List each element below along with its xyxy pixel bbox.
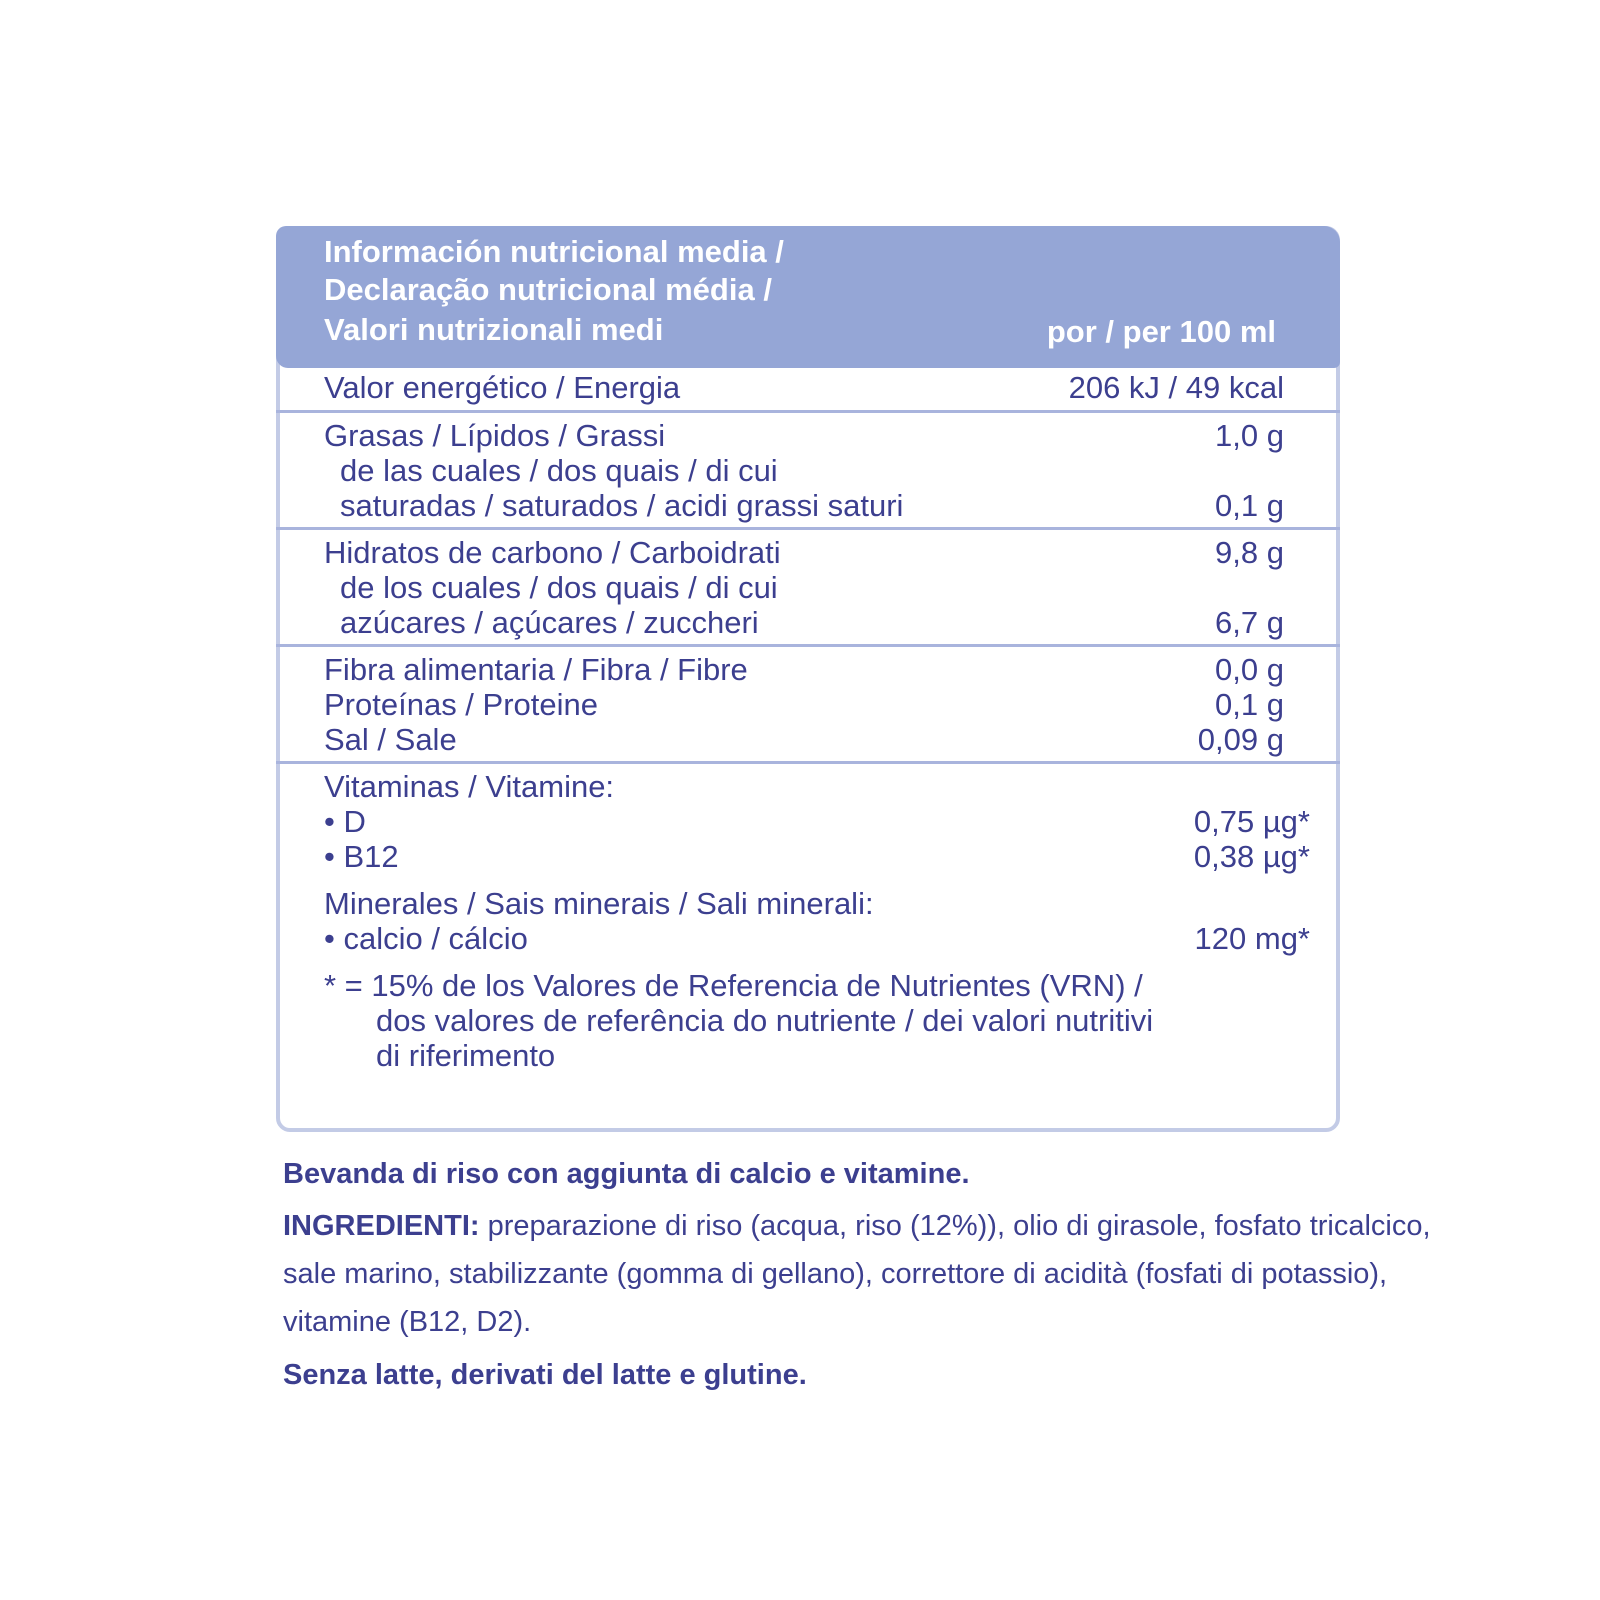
divider [276, 527, 1340, 530]
footnote-line-3: di riferimento [376, 1038, 556, 1073]
vitamin-d-label: • D [324, 804, 366, 839]
header-title-it: Valori nutrizionali medi [324, 312, 664, 347]
fibre-label: Fibra alimentaria / Fibra / Fibre [324, 652, 748, 687]
footnote-line-1: * = 15% de los Valores de Referencia de Nutrientes (VRN) / [324, 968, 1143, 1003]
fibre-value: 0,0 g [1215, 652, 1284, 687]
vitamins-title: Vitaminas / Vitamine: [324, 769, 615, 804]
saturates-value: 0,1 g [1215, 488, 1284, 523]
table-header [276, 226, 1340, 368]
fat-of-which-label: de las cuales / dos quais / di cui [340, 453, 778, 488]
nutrition-table [276, 226, 1340, 1132]
protein-value: 0,1 g [1215, 687, 1284, 722]
protein-label: Proteínas / Proteine [324, 687, 598, 722]
carbs-of-which-label: de los cuales / dos quais / di cui [340, 570, 778, 605]
footnote-line-2: dos valores de referência do nutriente / dei valori nutritivi [376, 1003, 1154, 1038]
carbs-value: 9,8 g [1215, 535, 1284, 570]
salt-value: 0,09 g [1197, 722, 1284, 757]
salt-label: Sal / Sale [324, 722, 457, 757]
energy-value: 206 kJ / 49 kcal [1068, 370, 1284, 405]
energy-label: Valor energético / Energia [324, 370, 681, 405]
fat-label: Grasas / Lípidos / Grassi [324, 418, 666, 453]
vitamin-d-value: 0,75 µg* [1193, 804, 1310, 839]
header-per-100ml: por / per 100 ml [1046, 314, 1276, 349]
ingredients-line-1 [283, 1204, 1431, 1248]
header-title-pt: Declaração nutricional média / [324, 272, 772, 307]
sugars-value: 6,7 g [1215, 605, 1284, 640]
divider [276, 644, 1340, 647]
vitamin-b12-value: 0,38 µg* [1193, 839, 1310, 874]
free-from-statement: Senza latte, derivati del latte e glutine. [283, 1359, 807, 1391]
divider [276, 761, 1340, 764]
fat-value: 1,0 g [1215, 418, 1284, 453]
divider [276, 410, 1340, 413]
calcium-value: 120 mg* [1194, 921, 1310, 956]
sugars-label: azúcares / açúcares / zuccheri [340, 605, 759, 640]
ingredients-label: INGREDIENTI: [283, 1210, 480, 1242]
carbs-label: Hidratos de carbono / Carboidrati [324, 535, 781, 570]
calcium-label: • calcio / cálcio [324, 921, 528, 956]
minerals-title: Minerales / Sais minerais / Sali minerali: [324, 886, 874, 921]
vitamin-b12-label: • B12 [324, 839, 399, 874]
header-title-es: Información nutricional media / [324, 234, 784, 269]
ingredients-line-2: sale marino, stabilizzante (gomma di gellano), correttore di acidità (fosfati di potassio), [283, 1258, 1388, 1290]
saturates-label: saturadas / saturados / acidi grassi saturi [340, 488, 904, 523]
ingredients-line-3: vitamine (B12, D2). [283, 1306, 532, 1338]
ingredients-text-1: preparazione di riso (acqua, riso (12%)), olio di girasole, fosfato tricalcico, [479, 1210, 1431, 1242]
product-description: Bevanda di riso con aggiunta di calcio e vitamine. [283, 1158, 970, 1190]
